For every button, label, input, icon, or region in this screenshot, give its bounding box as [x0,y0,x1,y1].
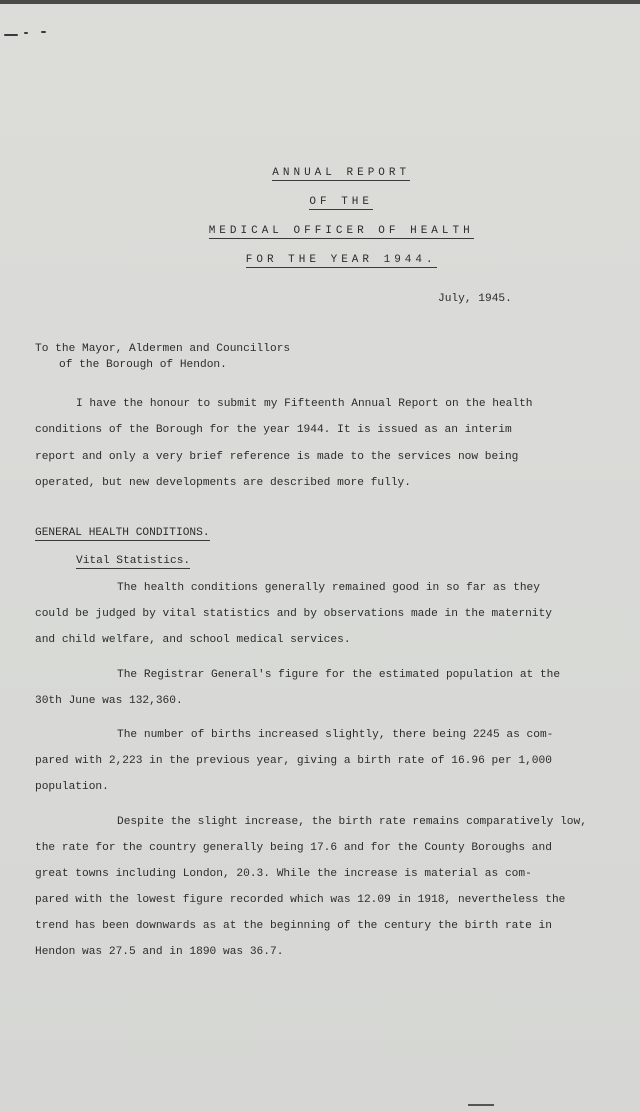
paragraph-line: Hendon was 27.5 and in 1890 was 36.7. [35,946,284,958]
paragraph-line: pared with 2,223 in the previous year, giving a birth rate of 16.96 per 1,000 [35,755,552,767]
paragraph-line: trend has been downwards as at the beginning of the century the birth rate in [35,920,552,932]
report-title-text: OF THE [309,196,373,208]
addressee-line: To the Mayor, Aldermen and Councillors [35,343,291,355]
paragraph-line: The health conditions generally remained good in so far as they [117,582,540,594]
paragraph-line: 30th June was 132,360. [35,695,183,707]
scan-speck [41,31,46,33]
subsection-heading [76,554,190,568]
paragraph-line: the rate for the country generally being 17.6 and for the County Boroughs and [35,842,552,854]
scan-mark [468,1104,494,1106]
section-heading [35,526,210,540]
scan-top-edge [0,0,640,4]
paragraph-line: pared with the lowest figure recorded which was 12.09 in 1918, nevertheless the [35,894,566,906]
report-title-text: ANNUAL REPORT [272,167,411,179]
section-heading-text: GENERAL HEALTH CONDITIONS. [35,527,210,539]
paragraph-line: Despite the slight increase, the birth rate remains comparatively low, [117,816,587,828]
paragraph-line: The number of births increased slightly, there being 2245 as com- [117,729,554,741]
intro-line: conditions of the Borough for the year 1944. It is issued as an interim [35,424,512,436]
report-title-line-4 [0,242,640,278]
scan-speck [24,32,28,34]
paragraph-line: great towns including London, 20.3. While the increase is material as com- [35,868,532,880]
scan-speck [4,34,18,36]
subsection-heading-text: Vital Statistics. [76,555,191,567]
report-date: July, 1945. [438,293,512,305]
report-title-text: MEDICAL OFFICER OF HEALTH [208,225,474,237]
paragraph-line: The Registrar General's figure for the estimated population at the [117,669,561,681]
intro-line: report and only a very brief reference is made to the services now being [35,451,519,463]
paragraph-line: population. [35,781,109,793]
addressee-line: of the Borough of Hendon. [59,359,227,371]
report-title-text: FOR THE YEAR 1944. [245,254,437,266]
intro-line: operated, but new developments are described more fully. [35,477,411,489]
paragraph-line: could be judged by vital statistics and by observations made in the maternity [35,608,552,620]
paragraph-line: and child welfare, and school medical services. [35,634,351,646]
intro-line: I have the honour to submit my Fifteenth Annual Report on the health [76,398,533,410]
